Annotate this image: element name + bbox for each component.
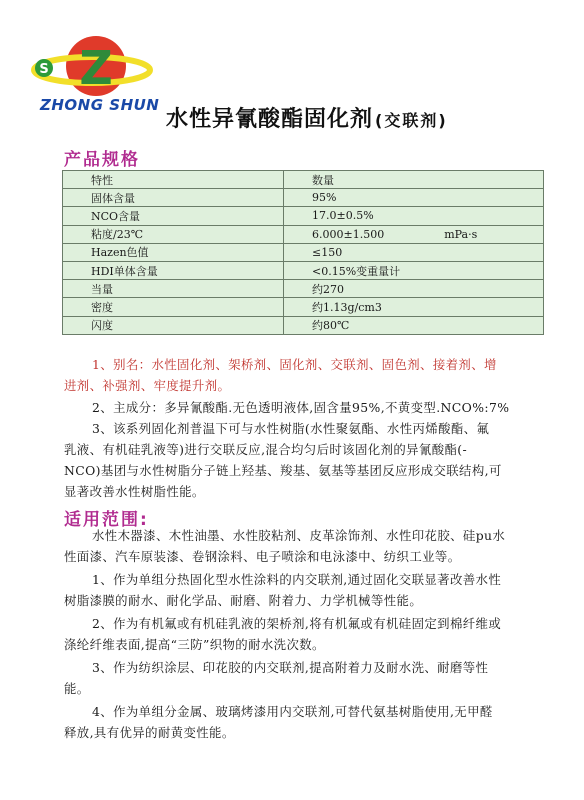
spec-label: 特性 — [63, 171, 284, 189]
specs-heading: 产品规格 — [64, 150, 140, 170]
spec-label: NCO含量 — [63, 207, 284, 225]
mechanism-line: 乳液、有机硅乳液等)进行交联反应,混合均匀后时该固化剂的异氰酸酯(- — [64, 442, 468, 457]
spec-value: 数量 — [312, 173, 334, 187]
spec-value: 95% — [312, 191, 337, 205]
application-item-line: 树脂漆膜的耐水、耐化学品、耐磨、附着力、力学机械等性能。 — [64, 593, 423, 608]
mechanism-line: NCO)基团与水性树脂分子链上羟基、羧基、氨基等基团反应形成交联结构,可 — [64, 463, 502, 478]
logo-letter-s: S — [39, 62, 49, 77]
spec-row — [63, 280, 544, 298]
spec-row — [63, 171, 544, 189]
spec-value: 17.0±0.5% — [312, 209, 374, 223]
spec-value: 约80℃ — [312, 319, 350, 333]
spec-unit: mPa·s — [444, 227, 478, 241]
applications-heading: 适用范围: — [64, 510, 149, 530]
composition-line: 2、主成分：多异氰酸酯.无色透明液体,固含量95%,不黄变型.NCO%:7% — [92, 400, 510, 415]
logo-letter-z: Z — [79, 41, 113, 95]
composition-paragraph — [92, 397, 509, 418]
spec-label: 固体含量 — [63, 189, 284, 207]
spec-value-cell — [284, 298, 544, 316]
application-item-line: 4、作为单组分金属、玻璃烤漆用内交联剂,可替代氨基树脂使用,无甲醛 — [92, 704, 493, 719]
application-item-line: 3、作为纺织涂层、印花胶的内交联剂,提高附着力及耐水洗、耐磨等性 — [92, 660, 489, 675]
applications-intro-line: 性面漆、汽车原装漆、卷钢涂料、电子喷涂和电泳漆中、纺织工业等。 — [64, 549, 461, 564]
spec-row — [63, 261, 544, 279]
mechanism-line: 显著改善水性树脂性能。 — [64, 484, 205, 499]
spec-value: <0.15%变重量计 — [312, 264, 401, 278]
spec-label: HDI单体含量 — [63, 261, 284, 279]
spec-label: 闪度 — [63, 316, 284, 334]
spec-value: 6.000±1.500 — [312, 227, 385, 241]
application-item-line: 1、作为单组分热固化型水性涂料的内交联剂,通过固化交联显著改善水性 — [92, 572, 502, 587]
spec-value-cell — [284, 189, 544, 207]
mechanism-line: 3、该系列固化剂普温下可与水性树脂(水性聚氨酯、水性丙烯酸酯、氟 — [92, 421, 490, 436]
spec-value-cell — [284, 243, 544, 261]
spec-label: Hazen色值 — [63, 243, 284, 261]
application-item-3 — [64, 657, 488, 699]
spec-row — [63, 298, 544, 316]
spec-row — [63, 316, 544, 334]
application-item-2 — [64, 613, 501, 655]
title-sub: (交联剂) — [375, 111, 448, 130]
brand-name: ZHONG SHUN — [40, 96, 160, 114]
spec-row — [63, 207, 544, 225]
spec-table — [62, 170, 544, 335]
spec-value-cell — [284, 280, 544, 298]
application-item-line: 释放,具有优异的耐黄变性能。 — [64, 725, 235, 740]
application-item-4 — [64, 701, 493, 743]
alias-line: 进剂、补强剂、牢度提升剂。 — [64, 378, 231, 393]
spec-value: 约270 — [312, 282, 344, 296]
mechanism-paragraph — [64, 418, 502, 502]
spec-row — [63, 189, 544, 207]
spec-value-cell — [284, 171, 544, 189]
alias-paragraph — [64, 354, 497, 396]
page-title — [166, 102, 448, 133]
title-main: 水性异氰酸酯固化剂 — [166, 107, 374, 132]
application-item-line: 涤纶纤维表面,提高“三防”织物的耐水洗次数。 — [64, 637, 325, 652]
spec-value: 约1.13g/cm3 — [312, 300, 382, 314]
spec-row — [63, 243, 544, 261]
spec-row — [63, 225, 544, 243]
spec-value-cell — [284, 225, 544, 243]
alias-line: 1、别名：水性固化剂、架桥剂、固化剂、交联剂、固色剂、接着剂、增 — [92, 357, 497, 372]
spec-label: 粘度/23℃ — [63, 225, 284, 243]
spec-label: 密度 — [63, 298, 284, 316]
application-item-line: 能。 — [64, 681, 90, 696]
spec-label: 当量 — [63, 280, 284, 298]
application-item-1 — [64, 569, 501, 611]
spec-value-cell — [284, 316, 544, 334]
application-item-line: 2、作为有机氟或有机硅乳液的架桥剂,将有机氟或有机硅固定到棉纤维或 — [92, 616, 502, 631]
applications-intro-line: 水性木器漆、木性油墨、水性胶粘剂、皮革涂饰剂、水性印花胶、硅pu水 — [92, 528, 506, 543]
spec-value: ≤150 — [312, 245, 343, 259]
applications-intro — [64, 525, 505, 567]
spec-value-cell — [284, 207, 544, 225]
spec-value-cell — [284, 261, 544, 279]
